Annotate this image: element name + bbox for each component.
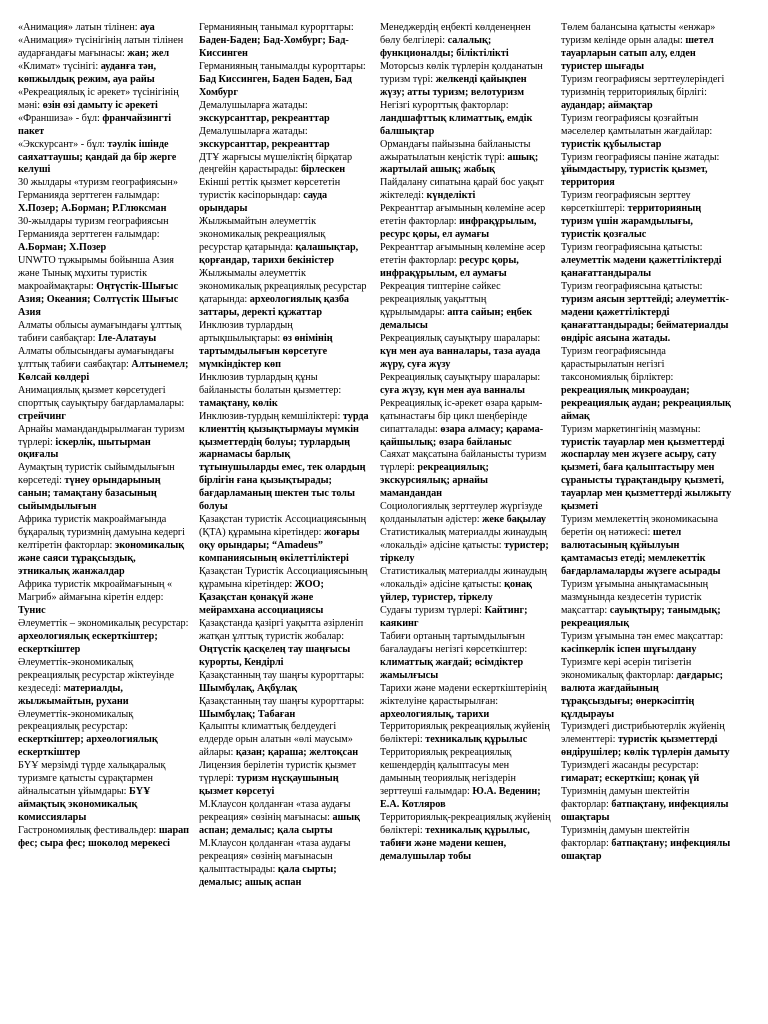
answer-text: күн мен ауа ванналары, таза ауада жүру, суға жүзу (380, 345, 541, 370)
qa-entry (199, 696, 370, 722)
answer-text: әлеуметтік мәдени қажеттіліктерді қанағаттандыралы (561, 255, 722, 280)
qa-entry (199, 126, 370, 152)
answer-text: жоғары оқу орындары; “Amadeus” компаниясының өкілеттіліктері (199, 527, 360, 565)
question-text: Моторсыз көлік түрлерін қолданатын туризм түрі: (380, 60, 543, 85)
qa-entry (561, 113, 732, 152)
qa-entry (199, 100, 370, 126)
answer-text: туристер; тіркелу (380, 540, 549, 565)
question-text: Территориялық рекреациялық кешендердің қалыптасуы мен дамының теориялық негіздерін зерттеуші ғалымдар: (380, 747, 516, 798)
question-text: «Климат» түсінігі: (18, 60, 101, 72)
answer-text: туристік тауарлар мен қызметтерді жоспарлау мен жүзеге асыру, сату қызметі, баға қалыптастыру мен сұранысты тұрақтандыру қызметі, тауарлар мен қызметтерді жылжыту қызметі (561, 436, 732, 513)
answer-text: Х.Позер; А.Борман; Р.Глюксман (18, 203, 167, 215)
answer-text: ашық; жартылай ашық; жабық (380, 151, 539, 176)
answer-text: қала сырты; демалыс; ашық аспан (199, 863, 337, 888)
answer-text: материалды, жылжымайтын, рухани (18, 682, 129, 707)
answer-text: апта сайын; еңбек демалысы (380, 306, 533, 331)
qa-entry (18, 35, 189, 61)
answer-text: Бад Киссинген, Баден Баден, Бад Хомбург (199, 73, 352, 98)
answer-text: туризм аясын зерттейді; әлеуметтік-мәдени қажеттіліктерді қанағаттандырады; бейматериалды өндіріс аясына жатады. (561, 294, 729, 344)
answer-text: ескерткіштер; археологиялық ескерткіштер (18, 734, 158, 759)
qa-entry (199, 152, 370, 178)
answer-text: аудандар; аймақтар (561, 99, 653, 111)
answer-text: дағдарыс; валюта жағдайының тұрақсыздығы; өнеркәсіптің құлдырауы (561, 669, 724, 720)
question-text: Әлеуметтік-экономикалық рекреациялық ресурстар: (18, 708, 134, 733)
answer-text: өз өнімінің тартымдылығын көрсетуге мүмкіндіктер көп (199, 332, 333, 370)
qa-entry (380, 605, 551, 631)
qa-entry (380, 333, 551, 372)
qa-entry (380, 372, 551, 398)
qa-entry (380, 747, 551, 812)
question-text: Демалушыларға жатады: (199, 125, 308, 137)
question-text: Рекреация типтеріне сәйкес рекреациялық уақыттың құрылымдары: (380, 281, 501, 318)
question-text: Туризм ұғымына анықтамасының мазмұнында кездесетін туристік мақсаттар: (561, 578, 709, 616)
question-text: Германияның танымал курорттары: (199, 22, 354, 33)
question-text: Туризм мемлекеттің экономикасына беретін оң нәтижесі: (561, 514, 719, 539)
question-text: Алматы облысы аумағындағы ұлттық табиғи саябақтар: (18, 319, 182, 344)
qa-entry (380, 631, 551, 683)
answer-text: Тунис (18, 604, 46, 616)
question-text: Туризм географиясына қатысты: (561, 242, 703, 254)
qa-entry (561, 514, 732, 579)
qa-entry (18, 385, 189, 424)
qa-entry (18, 346, 189, 385)
question-text: Негізгі курорттық факторлар: (380, 99, 509, 111)
answer-text: ашық аспан; демалыс; қала сырты (199, 812, 360, 837)
answer-text: археологиялық, тарихи (380, 708, 490, 720)
answer-text: күнделікті (426, 190, 476, 202)
qa-entry (561, 281, 732, 346)
answer-text: кәсіпкерлік іспен шұғылдану (561, 643, 697, 655)
answer-text: қалашықтар, қорғандар, тарихи бекіністер (199, 242, 359, 267)
question-text: Туризмдегі дистрибьютерлік жүйенің элементтері: (561, 721, 725, 746)
qa-entry (199, 411, 370, 515)
qa-entry (18, 255, 189, 320)
qa-entry (199, 760, 370, 799)
column-1 (18, 22, 189, 1024)
answer-text: қонақ үйлер, туристер, тіркелу (380, 578, 532, 603)
qa-entry (380, 721, 551, 747)
question-text: Табиғи ортаның тартымдылығын бағалаудағы негізгі көрсеткіштер: (380, 630, 528, 655)
question-text: «Анимация» латын тілінен: (18, 22, 141, 33)
question-text: Статистикалық материалды жинаудың «локальді» әдісіне қатысты: (380, 566, 547, 590)
answer-text: туристік құбылыстар (561, 138, 662, 150)
qa-entry (380, 139, 551, 178)
qa-entry (561, 190, 732, 242)
qa-entry (18, 709, 189, 761)
question-text: Статистикалық материалды жинаудың «локальді» әдісіне қатысты: (380, 527, 547, 552)
answer-text: өзара алмасу; қарама-қайшылық; өзара байланыс (380, 423, 544, 448)
qa-entry (199, 320, 370, 372)
answer-text: рекреациялық микроаудан; рекреациялық аудан; рекреациялық аймақ (561, 384, 731, 422)
qa-entry (380, 100, 551, 139)
question-text: БҮҰ мерзімді түрде халықаралық туризмге қатысты сұрақтармен айналысатын ұйымдары: (18, 760, 166, 798)
answer-text: ауа (140, 22, 155, 33)
question-text: Туризм ұғымына тән емес мақсаттар: (561, 630, 724, 642)
column-4 (561, 22, 732, 1024)
question-text: Саяхат мақсатына байланысты туризм түрлері: (380, 449, 547, 474)
question-text: Территориялық-рекреациялық жүйенің бөліктері: (380, 812, 551, 837)
answer-text: желкенді қайықпен жүзу; атты туризм; велотуризм (380, 73, 527, 98)
question-text: Қазақстан Туристік Ассоциациясының құрамына кіретіндер: (199, 566, 368, 590)
answer-text: іскерлік, шытырман оқиғалы (18, 436, 151, 461)
qa-entry (199, 177, 370, 216)
answer-text: Алтынемел; Көлсай көлдері (18, 358, 189, 383)
answer-text: археологиялық ескерткіштер; ескерткіштер (18, 630, 158, 655)
question-text: Тарихи және мәдени ескерткіштерінің жіктелуіне қарастырылған: (380, 682, 547, 707)
question-text: Қазақстанның тау шаңғы курорттары: (199, 695, 365, 707)
qa-entry (18, 424, 189, 463)
answer-text: Кайтинг; каякинг (380, 604, 528, 629)
question-text: Төлем балансына қатысты «енжар» туризм келінде орын алады: (561, 22, 716, 46)
qa-entry (380, 281, 551, 333)
qa-entry (561, 825, 732, 864)
qa-entry (18, 320, 189, 346)
qa-entry (561, 22, 732, 74)
answer-text: Ю.А. Веденин; Е.А. Котляров (380, 786, 541, 811)
answer-text: жеке бақылау (482, 514, 546, 526)
question-text: Гастрономиялық фестивальдер: (18, 825, 159, 837)
column-3 (380, 22, 551, 1024)
answer-text: түнеу орындарының санын; тамақтану базасының сыйымдылығын (18, 475, 161, 513)
question-text: «Рекреациялық іс әрекет» түсінігінің мәні: (18, 86, 179, 111)
qa-entry (18, 514, 189, 579)
qa-entry (380, 566, 551, 605)
question-text: Социологиялық зерттеулер жүргізуде қолданылатын әдістер: (380, 501, 543, 526)
qa-entry (18, 22, 189, 35)
qa-entry (380, 22, 551, 61)
answer-text: ресурс қоры, инфрақұрылым, ел аумағы (380, 255, 519, 280)
qa-entry (380, 203, 551, 242)
question-text: «Франшиза» - бұл: (18, 112, 103, 124)
qa-entry (18, 462, 189, 514)
qa-entry (18, 113, 189, 139)
question-text: Туризм географиясына қатысты: (561, 281, 703, 293)
question-text: Туризмнің дамуын шектейтін факторлар: (561, 825, 690, 850)
question-text: Әлеуметтік-экономикалық рекреациялық ресурстар жіктеуінде кездеседі: (18, 656, 175, 694)
answer-text: инфрақұрылым, ресурс қоры, ел аумағы (380, 216, 537, 241)
answer-text: салалық; функционалды; біліктілікті (380, 34, 509, 59)
question-text: Қалыпты климаттық белдеудегі елдерде орын алатын «өлі маусым» айлары: (199, 721, 353, 759)
answer-text: стрейчинг (18, 410, 66, 422)
qa-entry (18, 61, 189, 87)
answer-text: археологиялық қазба заттары, деректі құжаттар (199, 294, 350, 318)
question-text: ДТҰ жарғысы мүшеліктің бірқатар деңгейін қарастырады: (199, 151, 353, 176)
qa-entry (380, 683, 551, 722)
answer-text: ауданға тән, көпжылдық режим, ауа райы (18, 60, 157, 85)
qa-entry (561, 346, 732, 424)
answer-text: экономикалық және саяси тұрақсыздық, этникалық жанжалдар (18, 540, 185, 578)
answer-text: техникалық құрылыс, табиғи және мәдени кешен, демалушылар тобы (380, 825, 530, 862)
question-text: Туризм географиясы пәніне жатады: (561, 151, 720, 163)
question-text: Туризмге кері әсерін тигізетін экономикалық факторлар: (561, 656, 692, 681)
answer-text: Оңтүстік-Шығыс Азия; Океания; Солтүстік Шығыс Азия (18, 281, 179, 318)
answer-text: Баден-Баден; Бад-Хомбург; Бад-Киссинген (199, 34, 349, 59)
question-text: «Экскурсант» - бұл: (18, 138, 108, 150)
qa-entry (18, 177, 189, 216)
qa-entry (199, 61, 370, 100)
question-text: Рекреанттар ағымының көлеміне әсер ететін факторлар: (380, 242, 546, 267)
question-text: Инклюзив-турдың кемшіліктері: (199, 410, 343, 422)
question-text: Рекреанттар ағымының көлеміне әсер ететін факторлар: (380, 203, 546, 228)
question-text: 30 жылдары «туризм географиясын» Германияда зерттеген ғалымдар: (18, 177, 178, 202)
qa-entry (199, 566, 370, 618)
answer-text: ЖОО; Қазақстан қонақүй және мейрамхана ассоциациясы (199, 578, 324, 616)
question-text: Әлеуметтік – экономикалық ресурстар: (18, 617, 189, 629)
question-text: Судағы туризм түрлері: (380, 604, 485, 616)
qa-entry (18, 618, 189, 657)
question-text: «Анимация» түсінігінің латын тілінен аударғандағы мағынасы: (18, 34, 184, 59)
qa-entry (199, 372, 370, 411)
qa-entry (380, 812, 551, 864)
answer-text: ландшафттық климаттық, емдік балшықтар (380, 112, 533, 137)
answer-text: гимарат; ескерткіш; қонақ үй (561, 773, 700, 785)
question-text: Жылжымалы әлеуметтік экономикалық ркреациялық ресурстар қатарында: (199, 268, 367, 306)
answer-text: франчайзингті пакет (18, 112, 172, 137)
qa-entry (199, 514, 370, 566)
answer-text: турда клиенттің қызықтырмауы мүмкін қызметтердің болуы; турлардың жарнамасы барлық тұтынушыларды емес, тек олардың бірлігін ғана қызықтырады; бағдарламаның шектен тыс толы болуы (199, 410, 369, 513)
answer-text: өзін өзі дамыту іс әрекеті (42, 99, 158, 111)
answer-text: БҮҰ аймақтық экономикалық комиссиялары (18, 786, 151, 824)
qa-entry (561, 579, 732, 631)
qa-entry (561, 760, 732, 786)
answer-text: Шымбұлақ; Табаған (199, 708, 296, 720)
question-text: Қазақстанда қазіргі уақытта әзірленіп жатқан ұлттық туристік жобалар: (199, 617, 364, 642)
qa-entry (561, 657, 732, 722)
qa-entry (18, 216, 189, 255)
answer-text: батпақтану; инфекциялы ошақтар (561, 838, 731, 862)
qa-entry (561, 242, 732, 281)
answer-text: туризм нұсқаушының қызмет көрсетуі (199, 773, 339, 798)
qa-entry (380, 242, 551, 281)
qa-entry (199, 618, 370, 670)
question-text: Қазақстанның тау шаңғы курорттары: (199, 669, 365, 681)
question-text: Алматы облысындағы аумағындағы ұлттық табиғи саябақтар: (18, 345, 175, 370)
answer-text: территорияның туризм үшін жарамдылығы, туристік қозғалыс (561, 203, 702, 241)
answer-text: Оңтүстік қасқелең тау шаңғысы курорты, Кендірлі (199, 643, 351, 668)
question-text: Ормандағы пайызына байланысты ажыратылатын кеңістік түрі: (380, 138, 531, 163)
question-text: Қазақстан туристік Ассоциациясының (ҚТА) құрамына кіретіндер: (199, 514, 367, 539)
answer-text: климаттық жағдай; өсімдіктер жамылғысы (380, 656, 524, 681)
answer-text: экскурсанттар, рекреанттар (199, 138, 330, 150)
qa-entry (199, 670, 370, 696)
qa-entry (561, 424, 732, 515)
question-text: Лицензия берілетін туристік қызмет түрлері: (199, 760, 357, 785)
question-text: Арнайы мамандандырылмаған туризм түрлері: (18, 423, 185, 448)
question-text: Инклюзив турлардың артықшылықтары: (199, 319, 293, 344)
question-text: Рекреациялық сауықтыру шаралары: (380, 371, 541, 383)
question-text: Туризмнің дамуын шектейтін факторлар: (561, 786, 690, 811)
qa-entry (18, 825, 189, 851)
answer-text: техникалық құрылыс (425, 734, 528, 746)
question-text: Рекреациялық сауықтыру шаралары: (380, 332, 541, 344)
qa-entry (199, 721, 370, 760)
question-text: Инклюзив турлардың құны байланысты болатын қызметтер: (199, 371, 342, 396)
qa-entry (380, 449, 551, 501)
qa-entry (561, 721, 732, 760)
qa-entry (380, 501, 551, 527)
answer-text: экскурсанттар, рекреанттар (199, 112, 330, 124)
qa-entry (380, 177, 551, 203)
qa-entry (561, 786, 732, 825)
question-text: Анимациялық қызмет көрсетудегі спорттық сауықтыру бағдарламалары: (18, 384, 185, 409)
answer-text: рекреациялық; экскурсиялық; арнайы мамандандан (380, 462, 489, 500)
answer-text: тәулік ішінде саяхаттаушы; қандай да бір жерге келуші (18, 138, 177, 176)
question-text: Аумақтың туристік сыйымдылығын көрсетеді: (18, 462, 175, 487)
answer-text: сауда орындары (199, 190, 328, 215)
answer-text: Іле-Алатауы (98, 332, 157, 344)
qa-entry (199, 22, 370, 61)
question-text: Туризм географиясында қарастырылатын негізгі таксономиялық бірліктер: (561, 345, 674, 383)
answer-text: жан; жел (127, 47, 170, 59)
answer-text: шарап фес; сыра фес; шоколод мерекесі (18, 825, 189, 850)
answer-text: шетел тауарларын сатып алу, елден туристер шығады (561, 34, 714, 72)
qa-entry (380, 398, 551, 450)
qa-entry (18, 760, 189, 825)
qa-entry (561, 631, 732, 657)
answer-text: сауықтыру; танымдық; рекреациялық (561, 604, 721, 629)
question-text: Территориялық рекреациялық жүйенің бөліктері: (380, 721, 550, 746)
question-text: Туризм географиясы қозғайтын мәселелер қамтылатын жағдайлар: (561, 112, 713, 137)
question-text: Туризмдегі жасанды ресурстар: (561, 760, 699, 772)
question-text: Екінші реттік қызмет көрсететін туристік кәсіпорындар: (199, 177, 341, 202)
question-text: Туризм географиясын зерттеу көрсеткіштері: (561, 190, 691, 215)
answer-text: туристік қызметтерді өндірушілер; көлік түрлерін дамыту (561, 734, 730, 759)
answer-text: суға жүзу, күн мен ауа ванналы (380, 384, 525, 396)
answer-text: ұйымдастыру, туристік қызмет, территория (561, 164, 708, 189)
question-text: UNWTO тұжырымы бойынша Азия және Тынық мұхиты туристік макроаймақтары: (18, 255, 174, 293)
qa-entry (380, 527, 551, 566)
question-text: Демалушыларға жатады: (199, 99, 308, 111)
question-text: Жылжымайтын әлеуметтік экономикалық рекреациялық ресурстар қатарында: (199, 216, 326, 254)
qa-entry (199, 799, 370, 838)
question-text: 30-жылдары туризм географиясын Германияда зерттеген ғалымдар: (18, 216, 169, 241)
question-text: Германияның танымалды курорттары: (199, 60, 366, 72)
qa-entry (561, 152, 732, 191)
qa-entry (199, 268, 370, 320)
column-2 (199, 22, 370, 1024)
answer-text: Шымбұлақ, Ақбұлақ (199, 682, 298, 694)
question-text: Менеджердің еңбекті көлденеңнен бөлу белгілері: (380, 22, 531, 46)
question-text: Африка туристік макроаймағында бұқаралық туризмнің дамуына кедергі келтіретін факторлар: (18, 514, 185, 552)
question-text: Туризм маркетингінің мазмұны: (561, 423, 701, 435)
answer-text: батпақтану, инфекциялы ошақтары (561, 799, 729, 824)
question-text: Рекреациялық іс-әрекет өзара қарым-қатынастағы бір цикл шеңберінде сипатталады: (380, 397, 543, 435)
qa-entry (18, 139, 189, 178)
question-text: М.Клаусон қолданған «таза аудағы рекреация» сөзінің мағынасын қалыптастырады: (199, 838, 351, 875)
qa-entry (380, 61, 551, 100)
question-text: Африка туристік мкроаймағының « Магриб» аймағына кіретін елдер: (18, 578, 173, 603)
question-text: М.Клаусон қолданған «таза аудағы рекреация» сөзінің мағынасы: (199, 799, 351, 824)
answer-text: А.Борман; Х.Позер (18, 242, 107, 254)
qa-entry (199, 216, 370, 268)
qa-entry (199, 838, 370, 890)
qa-entry (18, 87, 189, 113)
qa-entry (18, 657, 189, 709)
qa-entry (561, 74, 732, 113)
answer-text: тамақтану, көлік (199, 397, 278, 409)
question-text: Туризм географиясы зерттеулеріндегі туризмнің территориялық бірлігі: (561, 73, 725, 98)
qa-entry (18, 579, 189, 618)
answer-text: бірлескен (300, 164, 346, 176)
answer-text: шетел валютасының құйылуын қамтамасыз етеді; мемлекеттік бағдарламаларды жүзеге асырады (561, 527, 721, 578)
question-text: Пайдалану сипатына қарай бос уақыт жіктеледі: (380, 177, 544, 202)
answer-text: қазан; қараша; желтоқсан (235, 747, 359, 759)
